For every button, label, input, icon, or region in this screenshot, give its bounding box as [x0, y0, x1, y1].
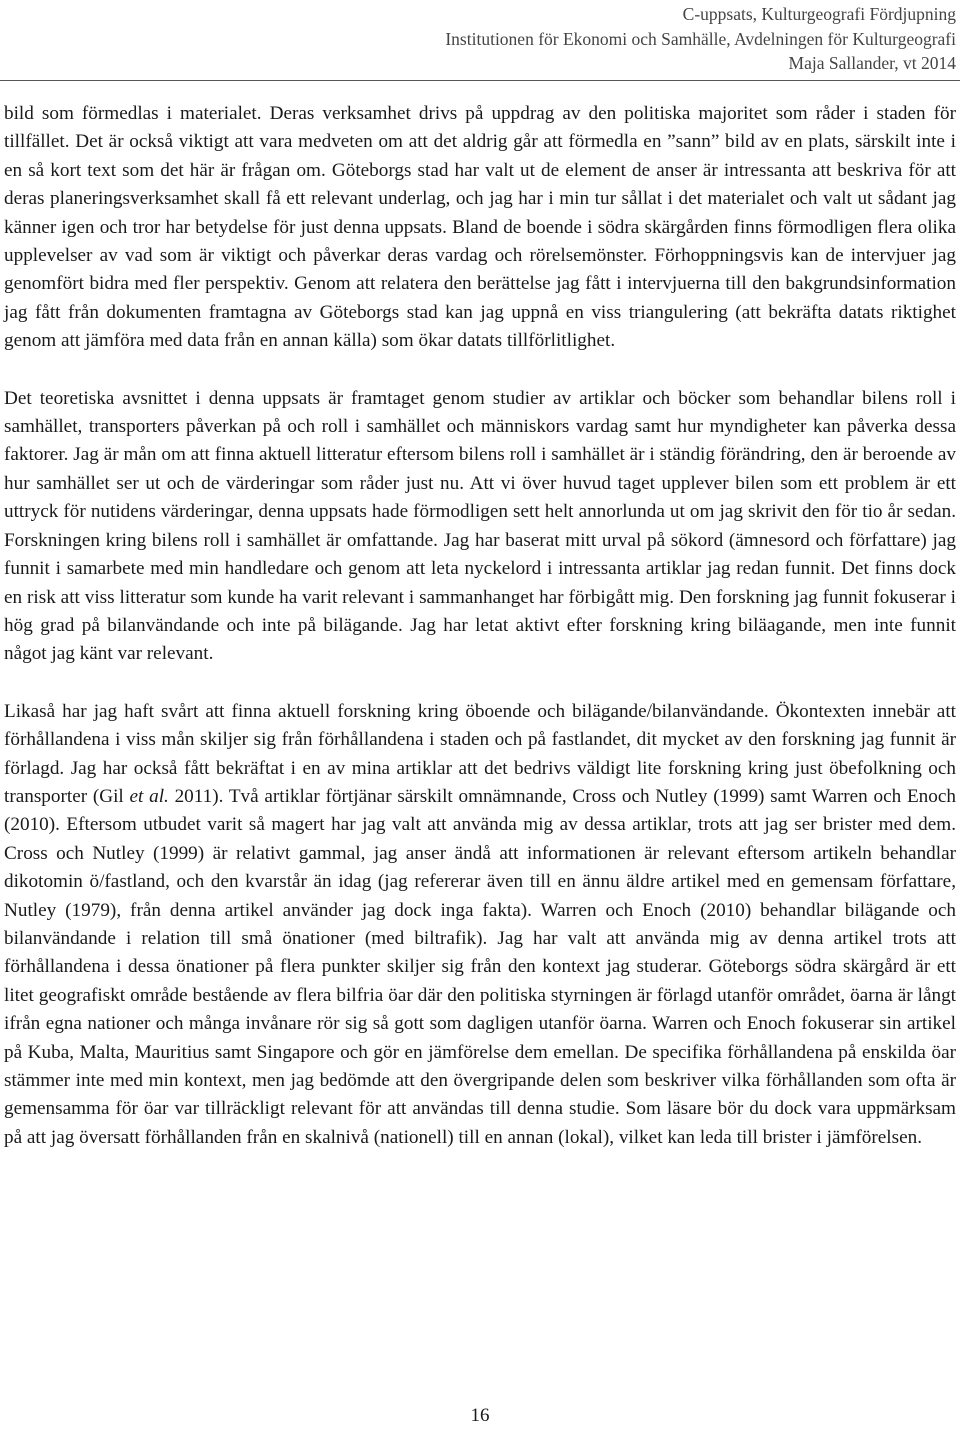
header-course-title: C-uppsats, Kulturgeografi Fördjupning: [682, 4, 956, 24]
header-divider: [0, 80, 960, 81]
header-author-term: Maja Sallander, vt 2014: [788, 53, 956, 73]
paragraph-1: bild som förmedlas i materialet. Deras verksamhet drivs på uppdrag av den politiska majoritet som råder i staden för tillfället. Det är också viktigt att vara medveten om att det aldrig går att förmedla en ”sann” bild av en plats, särskilt inte i en så kort text som det här är frågan om. Göteborgs stad har valt ut de element de anser är intressanta att beskriva för att deras planeringsverksamhet skall få ett relevant underlag, och jag har i min tur sållat i det materialet och valt ut sådant jag känner igen och tror har betydelse för just denna uppsats. Bland de boende i södra skärgården finns förmodligen flera olika upplevelser av vad som är viktigt och påverkar deras vardag och rörelsemönster. Förhoppningsvis kan de intervjuer jag genomfört bidra med fler perspektiv. Genom att relatera den berättelse jag fått i intervjuerna till den bakgrundsinformation jag fått från dokumenten framtagna av Göteborgs stad kan jag uppnå en viss triangulering (att bekräfta datats riktighet genom att jämföra med data från en annan källa) som ökar datats tillförlitlighet.: [4, 103, 956, 352]
header-institution: Institutionen för Ekonomi och Samhälle, Avdelningen för Kulturgeografi: [445, 28, 956, 49]
body-text: [4, 100, 956, 1152]
paragraph-2: Det teoretiska avsnittet i denna uppsats är framtaget genom studier av artiklar och böcker som behandlar bilens roll i samhället, transporters påverkan på och roll i samhället och människors vardag samt hur myndigheter kan påverka dessa faktorer. Jag är mån om att finna aktuell litteratur eftersom bilens roll i samhället är i ständig förändring, den är beroende av hur samhället ser ut och de värderingar som råder just nu. Att vi över huvud taget upplever bilen som ett problem är ett uttryck för nutidens värderingar, denna uppsats hade förmodligen sett helt annorlunda ut om jag skrivit den för tio år sedan. Forskningen kring bilens roll i samhället är omfattande. Jag har baserat mitt urval på sökord (ämnesord och författare) jag funnit i samarbete med min handledare och genom att leta nyckelord i intressanta artiklar jag redan funnit. Det finns dock en risk att viss litteratur som kunde ha varit relevant i sammanhanget har förbigått mig. Den forskning jag funnit fokuserar i hög grad på bilanvändande och inte på bilägande. Jag har letat aktivt efter forskning kring biläagande, men inte funnit något jag känt var relevant.: [4, 387, 956, 665]
page-number: 16: [470, 1405, 490, 1426]
citation-et-al: et al.: [129, 785, 169, 807]
paragraph-3-part-2: 2011). Två artiklar förtjänar särskilt omnämnande, Cross och Nutley (1999) samt Warren och Enoch (2010). Eftersom utbudet varit så magert har jag valt att använda mig av dessa artiklar, trots att jag ser brister med dem. Cross och Nutley (1999) är relativt gammal, jag anser ändå att informationen är relevant eftersom artikeln behandlar dikotomin ö/fastland, och den kvarstår än idag (jag refererar även till en ännu äldre artikel med en gemensam författare, Nutley (1979), från denna artikel använder jag dock inga fakta). Warren och Enoch (2010) behandlar bilägande och bilanvändande i relation till små önationer (med biltrafik). Jag har valt att använda mig av denna artikel trots att förhållandena i dessa önationer på flera punkter skiljer sig från den kontext jag studerar. Göteborgs södra skärgård är ett litet geografiskt område bestående av flera bilfria öar där den politiska styrningen är förlagd utanför området, öarna är långt ifrån egna nationer och många invånare rör sig så gott som dagligen utanför öarna. Warren och Enoch fokuserar sin artikel på Kuba, Malta, Mauritius samt Singapore och gör en jämförelse dem emellan. De specifika förhållandena på enskilda öar stämmer inte med min kontext, men jag bedömde att den övergripande delen som beskriver vilka förhållanden som ofta är gemensamma för öar var tillräckligt relevant för att användas till denna studie. Som läsare bör du dock vara uppmärksam på att jag översatt förhållanden från en skalnivå (nationell) till en annan (lokal), vilket kan leda till brister i jämförelsen.: [4, 785, 956, 1148]
paragraph-3: [4, 698, 956, 1153]
running-header: [445, 2, 956, 76]
paragraph-3-part-1: Likaså har jag haft svårt att finna aktuell forskning kring öboende och bilägande/bilanvändande. Ökontexten innebär att förhållandena i viss mån skiljer sig från förhållandena i staden och på fastlandet, dit mycket av den forskning jag funnit är förlagd. Jag har också fått bekräftat i en av mina artiklar att det bedrivs väldigt lite forskning kring just öbefolkning och transporter (Gil: [4, 700, 956, 807]
